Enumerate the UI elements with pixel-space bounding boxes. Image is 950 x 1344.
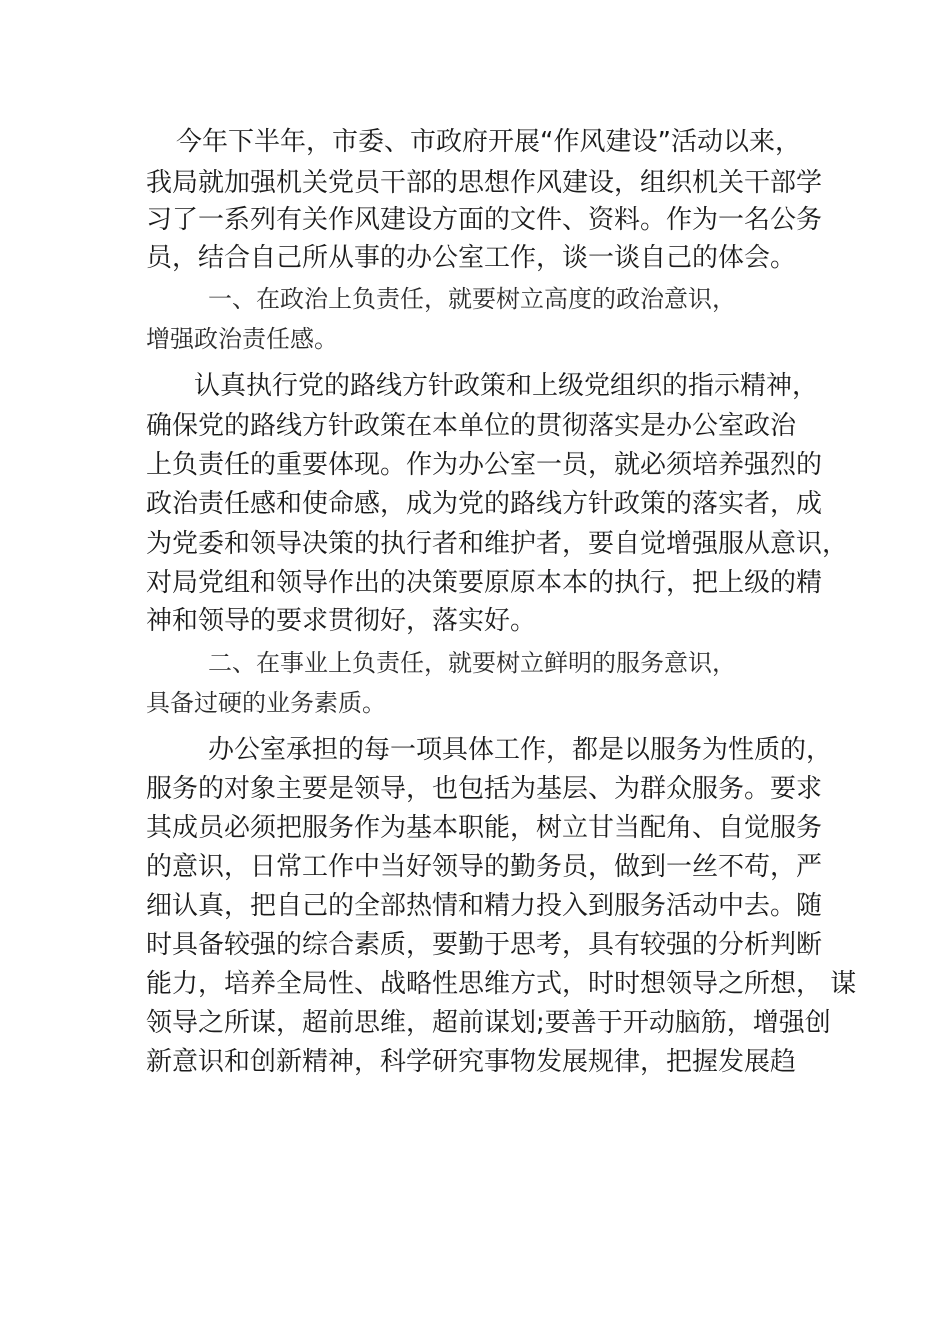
paragraph-3-line-9: 新意识和创新精神，科学研究事物发展规律，把握发展趋	[146, 1047, 797, 1077]
paragraph-2-line-6: 对局党组和领导作出的决策要原原本本的执行，把上级的精	[146, 568, 823, 598]
paragraph-3-line-8: 领导之所谋，超前思维，超前谋划;要善于开动脑筋，增强创	[146, 1008, 831, 1038]
paragraph-3-line-3: 其成员必须把服务作为基本职能，树立甘当配角、自觉服务	[146, 813, 823, 843]
paragraph-3-line-5: 细认真，把自己的全部热情和精力投入到服务活动中去。随	[146, 891, 823, 921]
paragraph-1-line-3: 习了一系列有关作风建设方面的文件、资料。作为一名公务	[146, 205, 823, 235]
paragraph-2-line-5: 为党委和领导决策的执行者和维护者，要自觉增强服从意识，	[146, 529, 849, 559]
paragraph-3-line-2: 服务的对象主要是领导，也包括为基层、为群众服务。要求	[146, 774, 823, 804]
heading-2-line-1: 二、在事业上负责任，就要树立鲜明的服务意识，	[208, 649, 736, 677]
paragraph-2-line-7: 神和领导的要求贯彻好，落实好。	[146, 606, 537, 636]
paragraph-1-line-2: 我局就加强机关党员干部的思想作风建设，组织机关干部学	[146, 168, 823, 198]
paragraph-3-line-6: 时具备较强的综合素质，要勤于思考，具有较强的分析判断	[146, 930, 823, 960]
paragraph-2-line-2: 确保党的路线方针政策在本单位的贯彻落实是办公室政治	[146, 411, 797, 441]
paragraph-1-line-1: 今年下半年，市委、市政府开展“作风建设”活动以来，	[176, 127, 801, 157]
paragraph-1-line-4: 员，结合自己所从事的办公室工作，谈一谈自己的体会。	[146, 243, 797, 273]
paragraph-2-line-3: 上负责任的重要体现。作为办公室一员，就必须培养强烈的	[146, 450, 823, 480]
paragraph-3-line-1: 办公室承担的每一项具体工作，都是以服务为性质的，	[208, 735, 833, 765]
paragraph-2-line-4: 政治责任感和使命感，成为党的路线方针政策的落实者，成	[146, 489, 823, 519]
heading-2-line-2: 具备过硬的业务素质。	[146, 689, 386, 717]
heading-1-line-2: 增强政治责任感。	[146, 325, 338, 353]
paragraph-3-line-7: 能力，培养全局性、战略性思维方式，时时想领导之所想， 谋	[146, 969, 857, 999]
heading-1-line-1: 一、在政治上负责任，就要树立高度的政治意识，	[208, 285, 736, 313]
paragraph-2-line-1: 认真执行党的路线方针政策和上级党组织的指示精神，	[194, 371, 819, 401]
paragraph-3-line-4: 的意识，日常工作中当好领导的勤务员，做到一丝不苟，严	[146, 852, 823, 882]
